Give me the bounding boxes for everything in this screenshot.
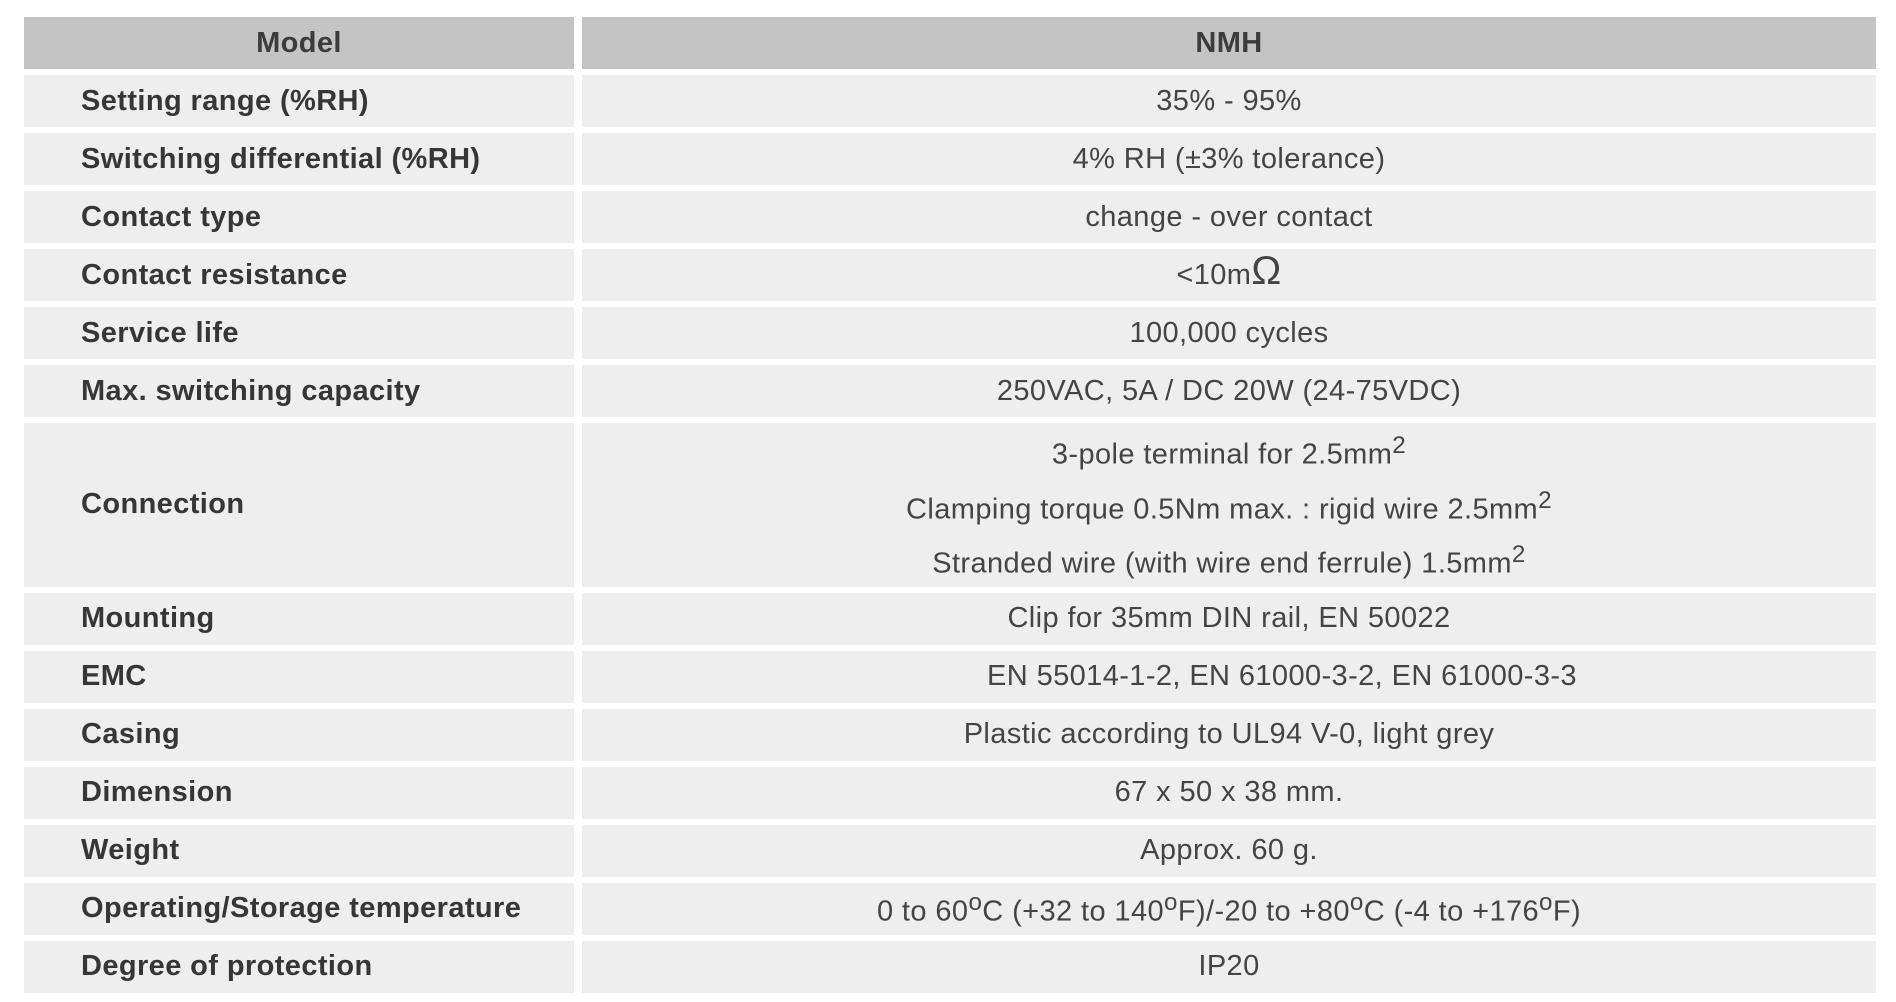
connection-line: Stranded wire (with wire end ferrule) $1.5mm^2$ bbox=[932, 541, 1526, 580]
spec-table bbox=[24, 11, 1876, 999]
row-value: 250VAC, 5A / DC 20W (24-75VDC) bbox=[582, 365, 1876, 417]
row-value: Clip for 35mm DIN rail, EN 50022 bbox=[582, 593, 1876, 645]
row-value: 35% - 95% bbox=[582, 75, 1876, 127]
row-value: 67 x 50 x 38 mm. bbox=[582, 767, 1876, 819]
connection-line: 3-pole terminal for $2.5mm^2$ bbox=[1051, 432, 1407, 471]
row-value: EN 55014-1-2, EN 61000-3-2, EN 61000-3-3 bbox=[582, 651, 1876, 703]
row-value: Plastic according to UL94 V-0, light grey bbox=[582, 709, 1876, 761]
row-value bbox=[582, 423, 1876, 587]
header-label: Model bbox=[24, 17, 574, 69]
row-label: Max. switching capacity bbox=[24, 365, 574, 417]
table-row bbox=[24, 191, 1876, 243]
row-label: EMC bbox=[24, 651, 574, 703]
table-row bbox=[24, 651, 1876, 703]
row-label: Switching differential (%RH) bbox=[24, 133, 574, 185]
row-value: change - over contact bbox=[582, 191, 1876, 243]
row-label: Casing bbox=[24, 709, 574, 761]
table-row bbox=[24, 767, 1876, 819]
degree-mark: o bbox=[968, 889, 983, 917]
degree-mark: o bbox=[1349, 889, 1364, 917]
row-label: Contact resistance bbox=[24, 249, 574, 301]
table-row bbox=[24, 709, 1876, 761]
row-value: 100,000 cycles bbox=[582, 307, 1876, 359]
table-row bbox=[24, 75, 1876, 127]
degree-mark: o bbox=[1539, 889, 1553, 917]
header-value: NMH bbox=[582, 17, 1876, 69]
value-prefix: <10m bbox=[1176, 258, 1252, 291]
row-value bbox=[582, 249, 1876, 301]
table-row bbox=[24, 249, 1876, 301]
table-row bbox=[24, 883, 1876, 935]
table-row bbox=[24, 365, 1876, 417]
row-value: 0 to 60$^o$C (+32 to 140$^o$F)/-20 to $+80^oC$ (-4 to $+176^oF$) bbox=[582, 883, 1876, 935]
table-row bbox=[24, 941, 1876, 993]
row-label: Mounting bbox=[24, 593, 574, 645]
row-label: Dimension bbox=[24, 767, 574, 819]
header-row bbox=[24, 17, 1876, 69]
row-label: Operating/Storage temperature bbox=[24, 883, 574, 935]
table-row bbox=[24, 593, 1876, 645]
row-label: Connection bbox=[24, 423, 574, 587]
row-value: IP20 bbox=[582, 941, 1876, 993]
table-row bbox=[24, 825, 1876, 877]
ohm-symbol: Ω bbox=[1251, 248, 1282, 293]
row-label: Service life bbox=[24, 307, 574, 359]
table-row bbox=[24, 307, 1876, 359]
row-value: Approx. 60 g. bbox=[582, 825, 1876, 877]
row-label: Degree of protection bbox=[24, 941, 574, 993]
row-value: 4% RH (±3% tolerance) bbox=[582, 133, 1876, 185]
row-label: Contact type bbox=[24, 191, 574, 243]
connection-line: Clamping torque 0.5Nm max. : rigid wire $2.5mm^2$ bbox=[906, 486, 1552, 526]
row-label: Weight bbox=[24, 825, 574, 877]
table-row bbox=[24, 423, 1876, 587]
degree-mark: o bbox=[1164, 889, 1178, 917]
row-label: Setting range (%RH) bbox=[24, 75, 574, 127]
table-row bbox=[24, 133, 1876, 185]
